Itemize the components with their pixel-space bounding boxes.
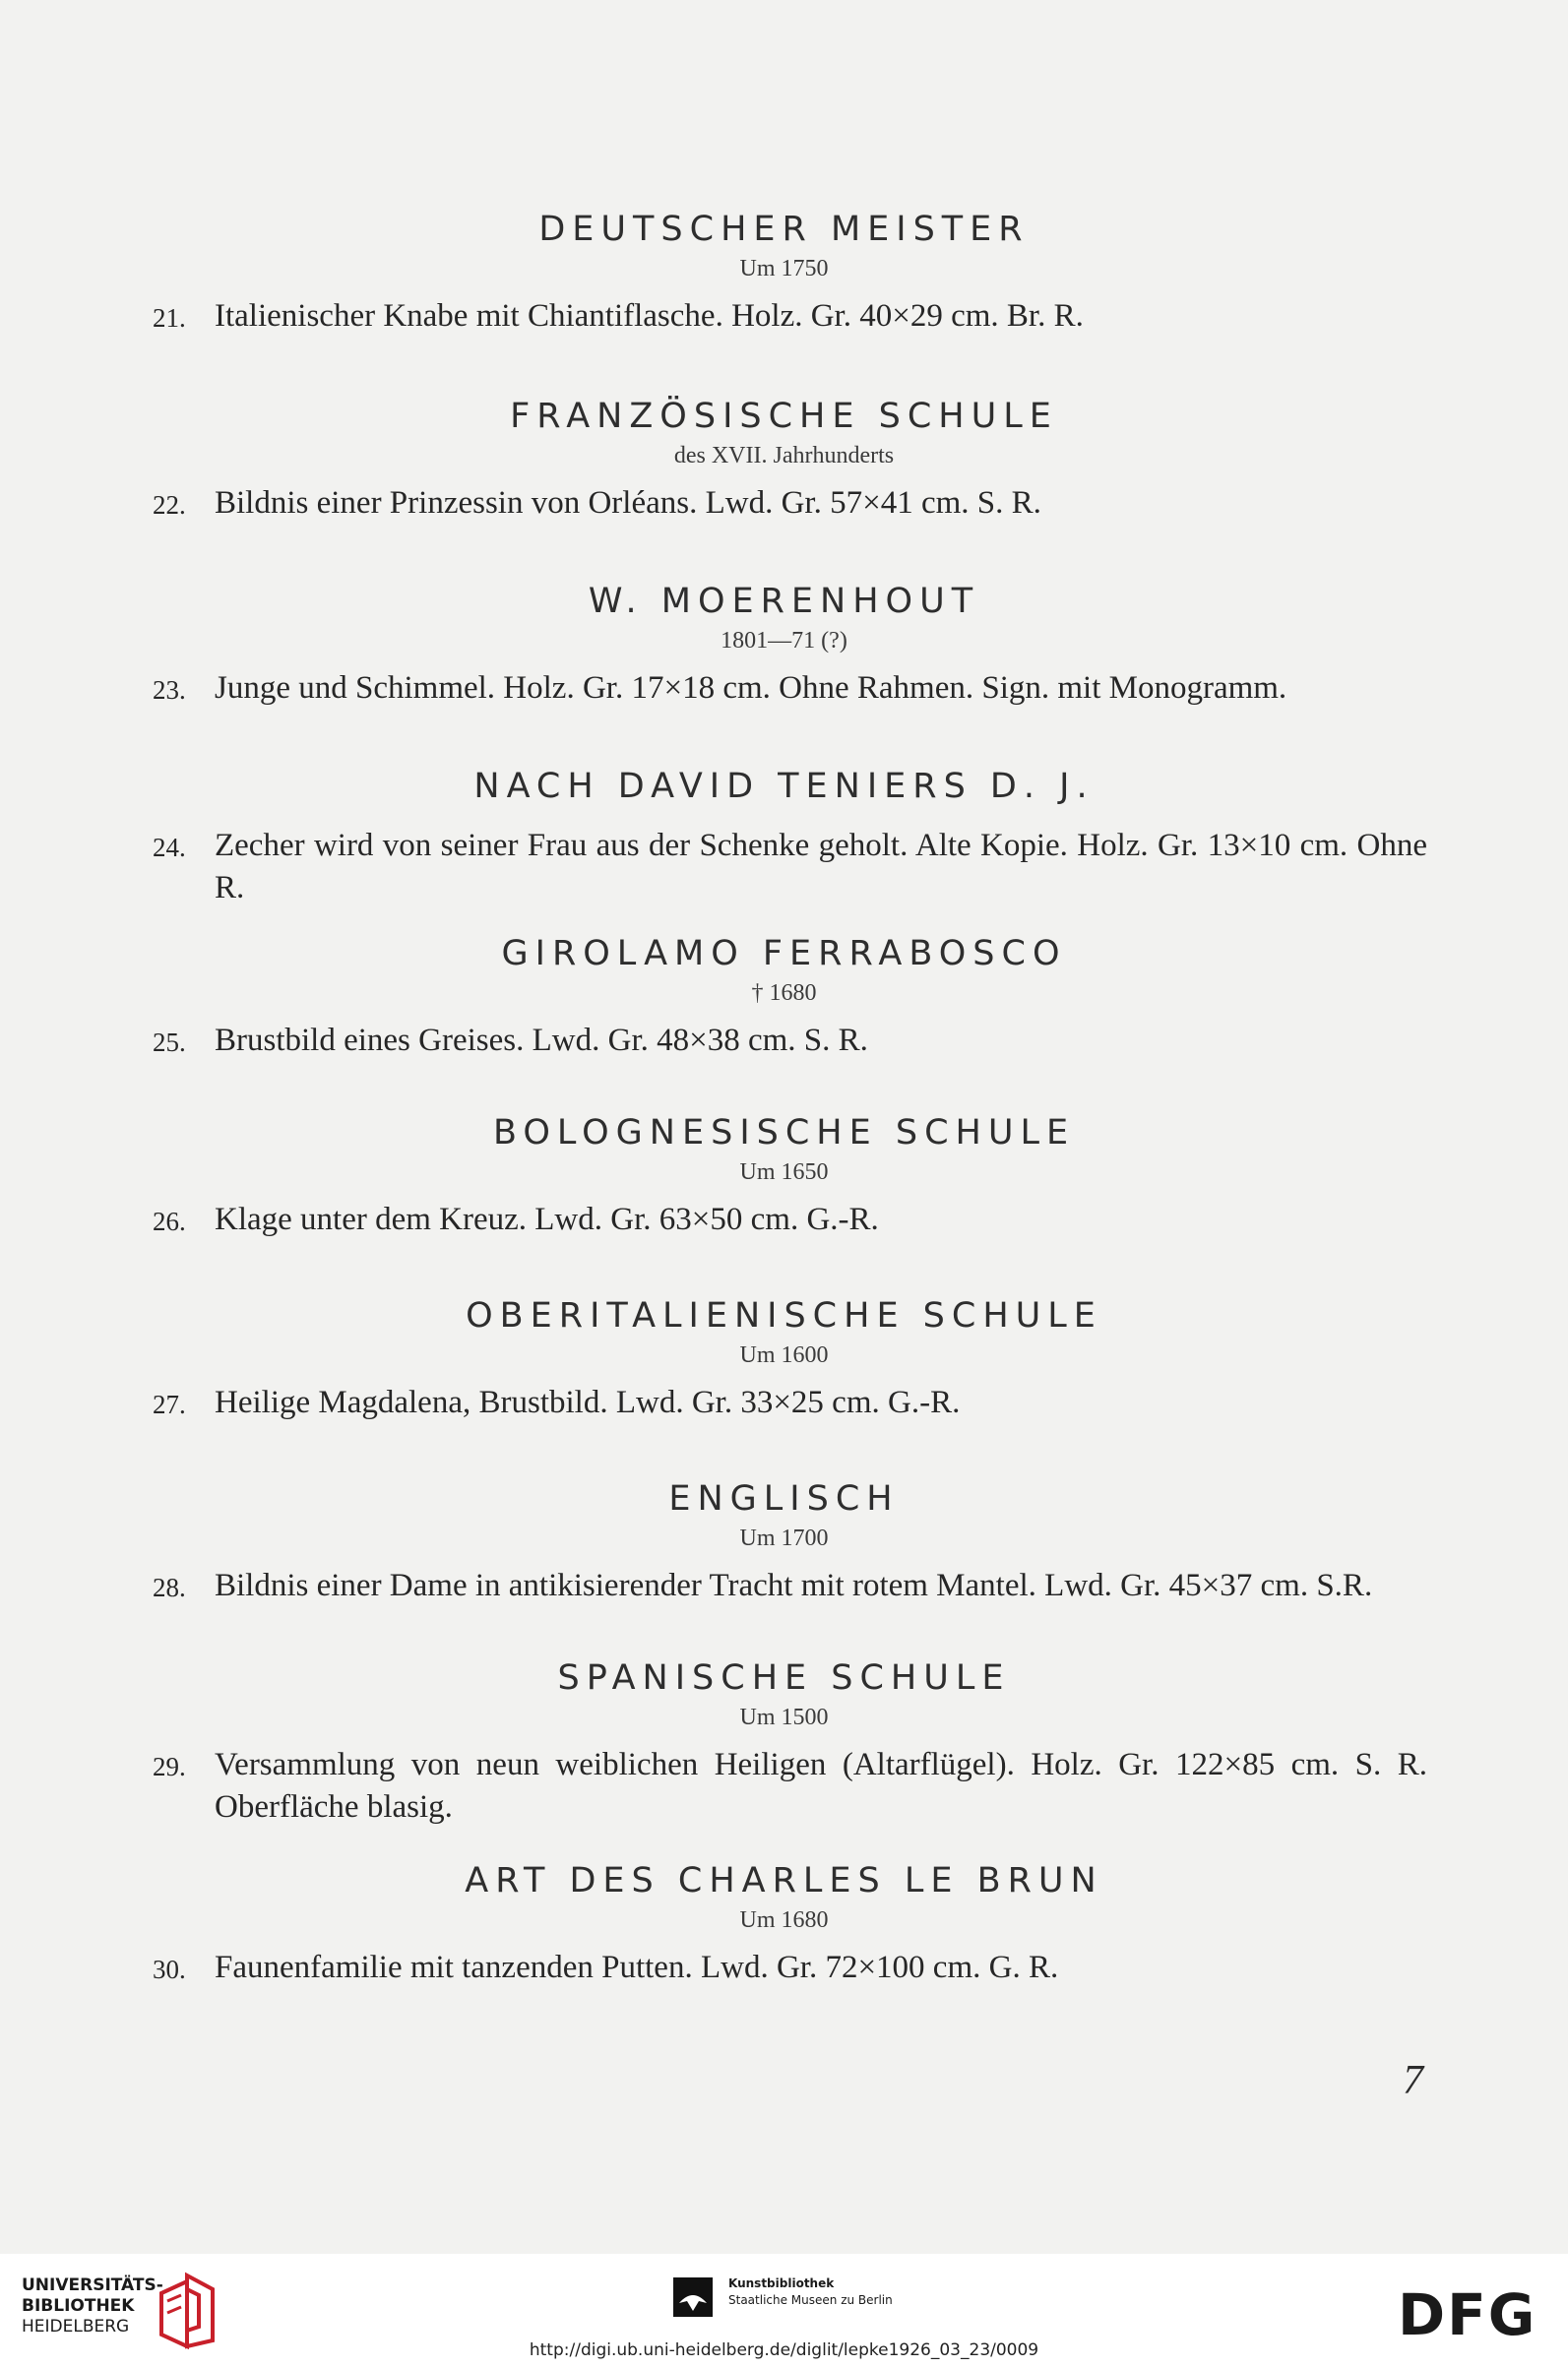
entry-description: Heilige Magdalena, Brustbild. Lwd. Gr. 33×25 cm. G.-R. [215,1385,961,1420]
date-subheading: Um 1750 [739,256,829,281]
catalog-entry [0,1947,1568,1989]
catalog-section [0,933,1568,1062]
entry-number: 26. [153,1207,186,1236]
entry-description: Versammlung von neun weiblichen Heiligen (Altarflügel). Holz. Gr. 122×85 cm. S. R. Oberfläche blasig. [215,1747,1427,1825]
catalog-entry [0,1020,1568,1062]
entry-number: 25. [153,1028,186,1057]
catalog-entry [0,295,1568,338]
catalog-section [0,1657,1568,1829]
catalog-section [0,209,1568,338]
catalog-entry [0,1744,1568,1829]
university-line-3: HEIDELBERG [22,2317,130,2337]
entry-description: Junge und Schimmel. Holz. Gr. 17×18 cm. Ohne Rahmen. Sign. mit Monogramm. [215,670,1287,706]
entry-number: 22. [153,490,186,520]
catalog-entry [0,1382,1568,1424]
kunstbibliothek-name [728,2275,893,2309]
catalog-entry [0,667,1568,710]
catalog-entry [0,482,1568,525]
artist-heading: OBERITALIENISCHE SCHULE [466,1296,1102,1336]
entry-number: 24. [153,833,186,862]
catalog-section [0,766,1568,909]
artist-heading: FRANZÖSISCHE SCHULE [510,397,1058,436]
entry-description: Bildnis einer Dame in antikisierender Tracht mit rotem Mantel. Lwd. Gr. 45×37 cm. S.R. [215,1568,1373,1603]
university-emblem-icon [157,2272,217,2350]
catalog-section [0,1478,1568,1607]
entry-number: 28. [153,1573,186,1602]
date-subheading: Um 1600 [739,1342,829,1368]
catalog-entry [0,1199,1568,1241]
university-line-2: BIBLIOTHEK [22,2296,135,2316]
artist-heading: DEUTSCHER MEISTER [538,210,1030,249]
entry-number: 23. [153,675,186,705]
date-subheading: des XVII. Jahrhunderts [673,443,895,468]
entry-description: Zecher wird von seiner Frau aus der Schenke geholt. Alte Kopie. Holz. Gr. 13×10 cm. Ohne R. [215,828,1427,905]
artist-heading: BOLOGNESISCHE SCHULE [492,1113,1076,1153]
catalog-section [0,581,1568,710]
entry-description: Brustbild eines Greises. Lwd. Gr. 48×38 cm. S. R. [215,1023,868,1058]
catalog-section [0,1112,1568,1241]
date-subheading: Um 1680 [739,1907,829,1933]
kunstbibliothek-eagle-icon [669,2274,717,2321]
catalog-section [0,396,1568,525]
digitization-footer [0,2254,1568,2368]
entry-description: Faunenfamilie mit tanzenden Putten. Lwd. Gr. 72×100 cm. G. R. [215,1950,1059,1985]
artist-heading: ART DES CHARLES LE BRUN [465,1861,1103,1901]
artist-heading: GIROLAMO FERRABOSCO [501,934,1067,973]
artist-heading: SPANISCHE SCHULE [557,1658,1011,1698]
university-line-1: UNIVERSITÄTS- [22,2275,163,2295]
catalog-entry [0,1565,1568,1607]
artist-heading: ENGLISCH [668,1479,900,1519]
date-subheading: Um 1700 [739,1526,829,1551]
entry-description: Italienischer Knabe mit Chiantiflasche. Holz. Gr. 40×29 cm. Br. R. [215,298,1084,334]
entry-number: 27. [153,1390,186,1419]
university-library-name [22,2275,163,2337]
artist-heading: NACH DAVID TENIERS D. J. [473,767,1095,806]
kunstbibliothek-line-1: Kunstbibliothek [728,2276,835,2290]
catalog-section [0,1860,1568,1989]
entry-description: Klage unter dem Kreuz. Lwd. Gr. 63×50 cm. G.-R. [215,1202,879,1237]
catalog-entry [0,825,1568,909]
page-number: 7 [1403,2058,1423,2103]
catalog-section [0,1295,1568,1424]
date-subheading: 1801—71 (?) [721,628,847,654]
entry-description: Bildnis einer Prinzessin von Orléans. Lwd. Gr. 57×41 cm. S. R. [215,485,1041,521]
entry-number: 29. [153,1752,186,1781]
date-subheading: † 1680 [751,980,817,1006]
kunstbibliothek-line-2: Staatliche Museen zu Berlin [728,2293,893,2307]
date-subheading: Um 1650 [739,1159,829,1185]
entry-number: 21. [153,303,186,333]
date-subheading: Um 1500 [739,1705,829,1730]
entry-number: 30. [153,1955,186,1984]
kunstbibliothek-logo[interactable] [669,2274,893,2325]
dfg-logo[interactable]: DFG [1398,2281,1537,2348]
source-url-link[interactable]: http://digi.ub.uni-heidelberg.de/diglit/lepke1926_03_23/0009 [529,2340,1039,2360]
artist-heading: W. MOERENHOUT [588,582,980,621]
